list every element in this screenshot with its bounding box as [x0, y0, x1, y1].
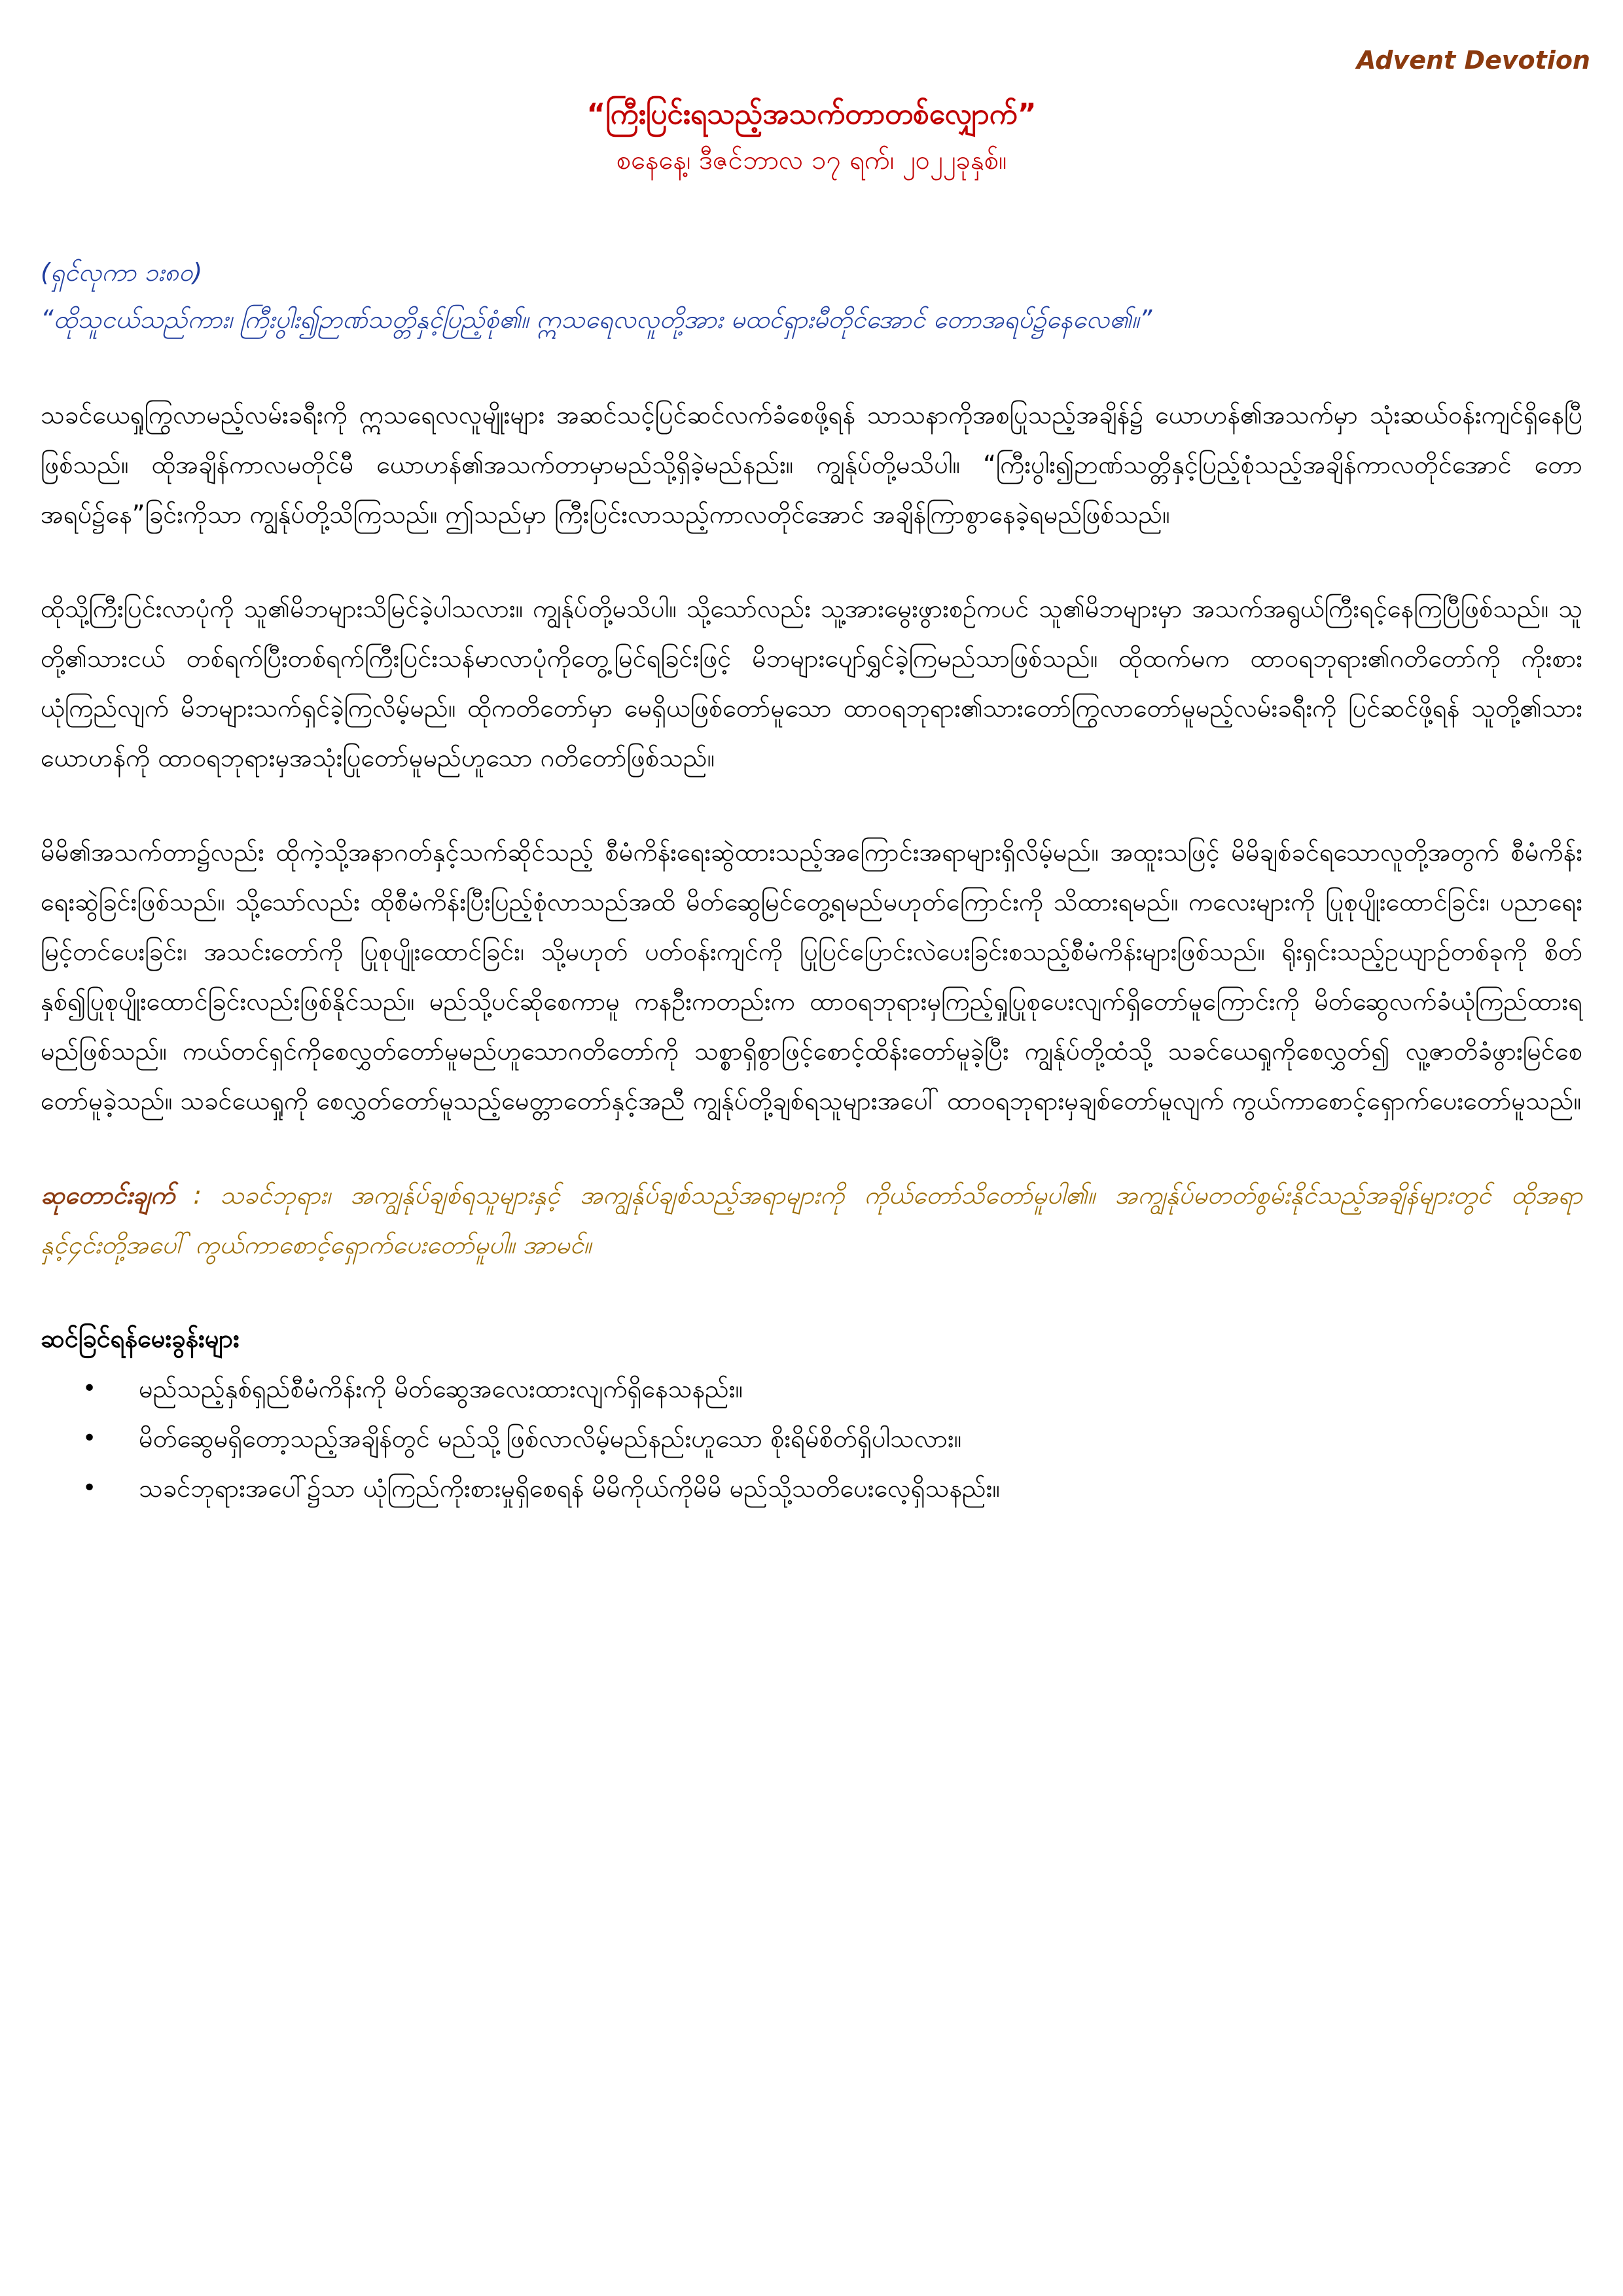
paragraph-3: မိမိ၏အသက်တာ၌လည်း ထိုကဲ့သို့အနာဂတ်နှင့်သက်ဆိုင်သည့် စီမံကိန်းရေးဆွဲထားသည့်အကြောင်းအရာများရှိလိမ့်မည်။ အထူးသဖြင့် မိမိချစ်ခင်ရသောလူတို့အတွက် စီမံကိန်းရေးဆွဲခြင်းဖြစ်သည်။ သို့သော်လည်း ထိုစီမံကိန်းပြီးပြည့်စုံလာသည်အထိ မိတ်ဆွေမြင်တွေ့ရမည်မဟုတ်ကြောင်းကို သိထားရမည်။ ကလေးများကို ပြုစုပျိုးထောင်ခြင်း၊ ပညာရေးမြင့်တင်ပေးခြင်း၊ အသင်းတော်ကို ပြုစုပျိုးထောင်ခြင်း၊ သို့မဟုတ် ပတ်ဝန်းကျင်ကို ပြုပြင်ပြောင်းလဲပေးခြင်းစသည့်စီမံကိန်းများဖြစ်သည်။ ရိုးရှင်းသည့်ဥယျာဉ်တစ်ခုကို စိတ်နှစ်၍ပြုစုပျိုးထောင်ခြင်းလည်းဖြစ်နိုင်သည်။ မည်သို့ပင်ဆိုစေကာမူ ကနဦးကတည်းက ထာဝရဘုရားမှကြည့်ရှုပြုစုပေးလျက်ရှိတော်မူကြောင်းကို မိတ်ဆွေလက်ခံယုံကြည်ထားရမည်ဖြစ်သည်။ ကယ်တင်ရှင်ကိုစေလွှတ်တော်မူမည်ဟူသောဂတိတော်ကို သစ္စာရှိစွာဖြင့်စောင့်ထိန်းတော်မူခဲ့ပြီး ကျွန်ုပ်တို့ထံသို့ သခင်ယေရှုကိုစေလွှတ်၍ လူ့ဇာတိခံဖွားမြင်စေတော်မူခဲ့သည်။ သခင်ယေရှုကို စေလွှတ်တော်မူသည့်မေတ္တာတော်နှင့်အညီ ကျွန်ုပ်တို့ချစ်ရသူများအပေါ် ထာဝရဘုရားမှချစ်တော်မူလျက် ကွယ်ကာစောင့်ရှောက်ပေးတော်မူသည်။ [41, 838, 1582, 1115]
paragraph-2: ထိုသို့ကြီးပြင်းလာပုံကို သူ၏မိဘများသိမြင်ခဲ့ပါသလား။ ကျွန်ုပ်တို့မသိပါ။ သို့သော်လည်း သူ့အားမွေးဖွားစဉ်ကပင် သူ၏မိဘများမှာ အသက်အရွယ်ကြီးရင့်နေကြပြီဖြစ်သည်။ သူတို့၏သားငယ် တစ်ရက်ပြီးတစ်ရက်ကြီးပြင်းသန်မာလာပုံကိုတွေ့မြင်ရခြင်းဖြင့် မိဘများပျော်ရွှင်ခဲ့ကြမည်သာဖြစ်သည်။ ထိုထက်မက ထာဝရဘုရား၏ဂတိတော်ကို ကိုးစားယုံကြည်လျက် မိဘများသက်ရှင်ခဲ့ကြလိမ့်မည်။ ထိုကတိတော်မှာ မေရှိယဖြစ်တော်မူသော ထာဝရဘုရား၏သားတော်ကြွလာတော်မူမည့်လမ်းခရီးကို ပြင်ဆင်ဖို့ရန် သူတို့၏သားယောဟန်ကို ထာဝရဘုရားမှအသုံးပြုတော်မူမည်ဟူသော ဂတိတော်ဖြစ်သည်။ [41, 594, 1582, 772]
page-date: စနေနေ့၊ ဒီဇင်ဘာလ ၁၇ ရက်၊ ၂၀၂၂ခုနှစ်။ [616, 145, 1007, 175]
questions-list [41, 1364, 1582, 1513]
list-item [82, 1414, 1582, 1463]
bullet-icon: • [82, 1475, 97, 1501]
prayer-separator: : [193, 1181, 202, 1210]
prayer-block [41, 1170, 1582, 1270]
question-text: မည်သည့်နှစ်ရှည်စီမံကိန်းကို မိတ်ဆွေအလေးထားလျက်ရှိနေသနည်း။ [139, 1374, 743, 1403]
question-text: မိတ်ဆွေမရှိတော့သည့်အချိန်တွင် မည်သို့ဖြစ်လာလိမ့်မည်နည်းဟူသော စိုးရိမ်စိတ်ရှိပါသလား။ [139, 1424, 962, 1453]
header-tag: Advent Devotion [1357, 46, 1590, 75]
prayer-text: သခင်ဘုရား၊ အကျွန်ုပ်ချစ်ရသူများနှင့် အကျွန်ုပ်ချစ်သည့်အရာများကို ကိုယ်တော်သိတော်မူပါ၏။ အကျွန်ုပ်မတတ်စွမ်းနိုင်သည့်အချိန်များတွင် ထိုအရာနှင့်၄င်းတို့အပေါ် ကွယ်ကာစောင့်ရှောက်ပေးတော်မူပါ။ အာမင်။ [41, 1181, 1582, 1259]
main-content [41, 249, 1582, 1513]
bullet-icon: • [82, 1425, 97, 1452]
title-block [0, 92, 1623, 183]
verse-block [41, 249, 1582, 343]
prayer-label: ဆုတောင်းချက် [41, 1181, 175, 1210]
page-title: “ကြီးပြင်းရသည့်အသက်တာတစ်လျှောက်” [586, 98, 1037, 131]
questions-heading: ဆင်ခြင်ရန်မေးခွန်းများ [41, 1324, 240, 1353]
verse-text: “ထိုသူငယ်သည်ကား၊ ကြီးပွါး၍ဉာဏ်သတ္တိနှင့်ပြည့်စုံ၏။ ဣသရေလလူတို့အား မထင်ရှားမီတိုင်အောင် တောအရပ်၌နေလေ၏။” [41, 305, 1152, 334]
question-text: သခင်ဘုရားအပေါ်၌သာ ယုံကြည်ကိုးစားမှုရှိစေရန် မိမိကိုယ်ကိုမိမိ မည်သို့သတိပေးလေ့ရှိသနည်း။ [139, 1474, 1000, 1503]
paragraph-1: သခင်ယေရှုကြွလာမည့်လမ်းခရီးကို ဣသရေလလူမျိုးများ အဆင်သင့်ပြင်ဆင်လက်ခံစေဖို့ရန် သာသနာကိုအစပြုသည့်အချိန်၌ ယောဟန်၏အသက်မှာ သုံးဆယ်ဝန်းကျင်ရှိနေပြီဖြစ်သည်။ ထိုအချိန်ကာလမတိုင်မီ ယောဟန်၏အသက်တာမှာမည်သို့ရှိခဲ့မည်နည်း။ ကျွန်ုပ်တို့မသိပါ။ “ကြီးပွါး၍ဉာဏ်သတ္တိနှင့်ပြည့်စုံသည့်အချိန်ကာလတိုင်အောင် တောအရပ်၌နေ”ခြင်းကိုသာ ကျွန်ုပ်တို့သိကြသည်။ ဤသည်မှာ ကြီးပြင်းလာသည့်ကာလတိုင်အောင် အချိန်ကြာစွာနေခဲ့ရမည်ဖြစ်သည်။ [41, 401, 1582, 529]
list-item [82, 1463, 1582, 1513]
verse-reference: (ရှင်လုကာ ၁း၈၀) [41, 258, 203, 287]
bullet-icon: • [82, 1375, 97, 1402]
list-item [82, 1364, 1582, 1414]
